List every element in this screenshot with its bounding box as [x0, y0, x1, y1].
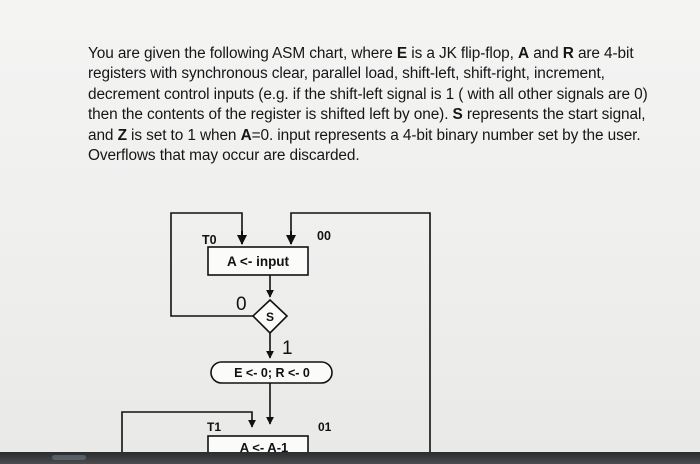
var-e: E	[396, 45, 408, 62]
loop-right-line	[291, 213, 430, 452]
conditional-output-text: E <- 0; R <- 0	[234, 366, 310, 380]
bottom-glint	[52, 455, 86, 460]
question-text: You are given the following ASM chart, where E is a JK flip-flop, A and R are 4-bit registers with synchronous clear, parallel load, shift-left, shift-right, increment, decrement control inputs (e.g. if the shift-left signal is 1 ( with all other signals are 0) then the contents of the register is shifted left by one). S represents the start signal, and Z is set to 1 when A=0. input represents a 4-bit binary number set by the user. Overflows that may occur are discarded.	[88, 45, 648, 165]
var-z: Z	[117, 126, 127, 144]
state-code-t0: 00	[317, 229, 331, 243]
decision-label-s: S	[265, 310, 275, 324]
var-r: R	[562, 45, 574, 62]
var-a: A	[518, 45, 530, 62]
device-bottom-edge	[0, 452, 700, 464]
state-label-t1: T1	[207, 420, 222, 434]
branch-label-1: 1	[282, 338, 293, 359]
state-code-t1: 01	[318, 420, 332, 434]
var-s: S	[452, 106, 463, 124]
branch-label-0: 0	[236, 294, 247, 315]
var-a-zero: A	[240, 126, 252, 144]
action-t0: A <- input	[226, 254, 290, 269]
state-label-t0: T0	[202, 233, 217, 247]
action-t1: A <- A-1	[239, 440, 289, 452]
